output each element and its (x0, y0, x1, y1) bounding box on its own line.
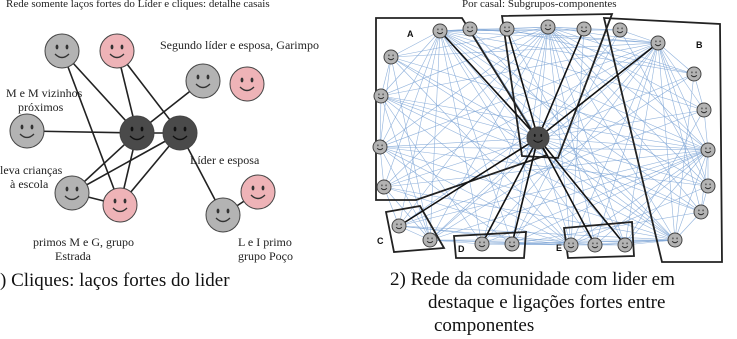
member-node (475, 237, 489, 251)
member-node (687, 67, 701, 81)
member-node (701, 143, 715, 157)
person-node (103, 188, 137, 222)
member-node (541, 20, 555, 34)
member-node (618, 238, 632, 252)
person-node (100, 34, 134, 68)
person-node (241, 175, 275, 209)
person-node (55, 176, 89, 210)
member-node (392, 219, 406, 233)
person-node (230, 67, 264, 101)
left-panel (0, 0, 360, 339)
leader-node (163, 116, 197, 150)
left-caption: ) Cliques: laços fortes do lider (0, 270, 230, 291)
right-panel-title: Por casal: Subgrupos-componentes (462, 0, 617, 10)
member-node (373, 140, 387, 154)
group-letter-d: D (458, 244, 465, 254)
right-caption-line3: componentes (434, 315, 535, 336)
member-node (701, 179, 715, 193)
label-vizinhos-1: M e M vizinhos (6, 86, 83, 100)
label-leva-2: à escola (10, 177, 49, 191)
member-node (377, 180, 391, 194)
member-node (384, 50, 398, 64)
member-node (588, 238, 602, 252)
leader-node (527, 127, 549, 149)
label-leva-1: leva crianças (0, 163, 63, 177)
label-li-1: L e I primo (238, 235, 292, 249)
person-node (10, 114, 44, 148)
person-node (186, 64, 220, 98)
group-letter-a: A (407, 29, 414, 39)
strong-tie-edge (512, 138, 538, 244)
member-node (374, 89, 388, 103)
right-caption-line2: destaque e ligações fortes entre (428, 292, 666, 313)
member-node (577, 22, 591, 36)
label-primos-2: Estrada (55, 249, 91, 263)
member-node (668, 233, 682, 247)
member-node (433, 24, 447, 38)
member-node (613, 23, 627, 37)
member-node (694, 205, 708, 219)
label-primos-1: primos M e G, grupo (33, 235, 134, 249)
group-letter-c: C (377, 236, 384, 246)
member-node (697, 103, 711, 117)
member-node (500, 22, 514, 36)
left-panel-title: Rede somente laços fortes do Líder e cliques: detalhe casais (6, 0, 270, 10)
person-node (206, 198, 240, 232)
strong-tie-edge (538, 43, 658, 138)
member-node (564, 238, 578, 252)
leader-node (120, 116, 154, 150)
group-letter-b: B (696, 40, 703, 50)
right-panel (362, 0, 737, 339)
member-node (423, 233, 437, 247)
label-li-2: grupo Poço (238, 249, 293, 263)
label-lider: Líder e esposa (190, 153, 260, 167)
member-node (505, 237, 519, 251)
label-segundo-lider: Segundo líder e esposa, Garimpo (160, 38, 319, 52)
member-node (651, 36, 665, 50)
label-vizinhos-2: próximos (18, 100, 64, 114)
group-letter-e: E (556, 243, 563, 253)
person-node (45, 34, 79, 68)
member-node (463, 22, 477, 36)
right-caption-line1: 2) Rede da comunidade com lider em (390, 269, 675, 290)
